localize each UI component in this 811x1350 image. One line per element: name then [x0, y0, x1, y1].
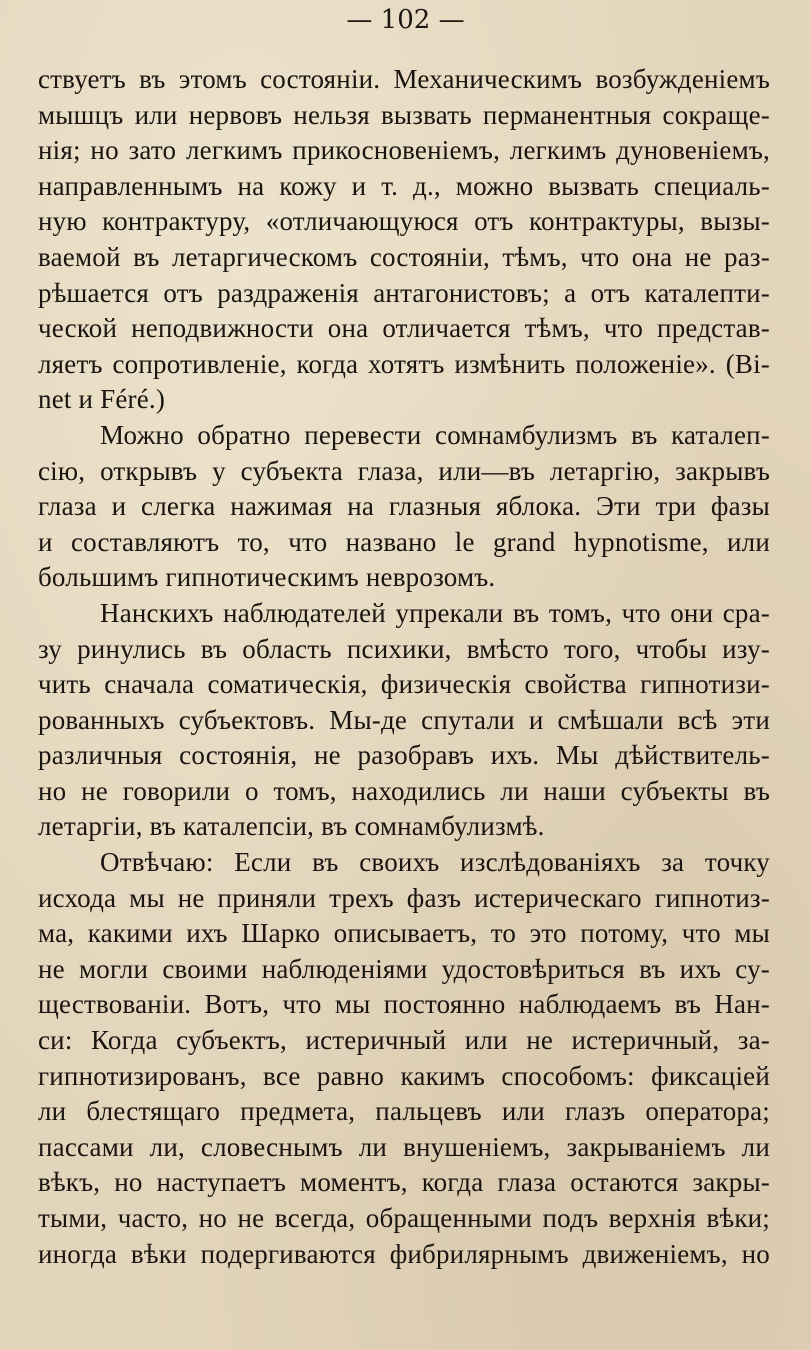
text-line: не могли своими наблюденiями удостовѣриться въ ихъ су-: [38, 953, 770, 984]
text-line: ли блестящаго предмета, пальцевъ или глазъ оператора;: [38, 1096, 770, 1127]
text-line: ваемой въ летаргическомъ состоянiи, тѣмъ, что она не раз-: [38, 241, 770, 272]
text-line: иногда вѣки подергиваются фибрилярнымъ движенiемъ, но: [38, 1238, 770, 1269]
text-line: вѣкъ, но наступаетъ моментъ, когда глаза остаются закры-: [38, 1167, 770, 1198]
body-text: [38, 62, 770, 1272]
text-line: но не говорили о томъ, находились ли наши субъекты въ: [38, 775, 770, 806]
text-line: Нанскихъ наблюдателей упрекали въ томъ, что они сра-: [100, 597, 770, 628]
text-line: Отвѣчаю: Если въ своихъ изслѣдованiяхъ за точку: [100, 847, 770, 878]
text-line: гипнотизированъ, все равно какимъ способомъ: фиксацiей: [38, 1060, 770, 1091]
text-line: чить сначала соматическiя, физическiя свойства гипнотизи-: [38, 669, 770, 700]
text-line: летаргiи, въ каталепсiи, въ сомнамбулизмѣ.: [38, 811, 545, 842]
text-line: net и Féré.): [38, 384, 166, 415]
text-line: ма, какими ихъ Шарко описываетъ, то это потому, что мы: [38, 918, 770, 949]
text-line: нiя; но зато легкимъ прикосновенiемъ, легкимъ дуновенiемъ,: [38, 135, 770, 166]
text-line: глаза и слегка нажимая на глазныя яблока. Эти три фазы: [38, 491, 770, 522]
text-line: направленнымъ на кожу и т. д., можно вызвать специаль-: [38, 170, 770, 201]
text-line: рѣшается отъ раздраженiя антагонистовъ; а отъ каталепти-: [38, 277, 770, 308]
text-line: тыми, часто, но не всегда, обращенными подъ верхнiя вѣки;: [38, 1203, 770, 1233]
text-line: различныя состоянiя, не разобравъ ихъ. Мы дѣйствитель-: [38, 740, 770, 771]
text-line: ществованiи. Вотъ, что мы постоянно наблюдаемъ въ Нан-: [38, 989, 770, 1020]
text-line: ную контрактуру, «отличающуюся отъ контрактуры, вызы-: [38, 206, 770, 237]
text-line: ческой неподвижности она отличается тѣмъ, что представ-: [38, 313, 770, 344]
text-line: рованныхъ субъектовъ. Мы-де спутали и смѣшали всѣ эти: [38, 704, 770, 735]
text-line: зу ринулись въ область психики, вмѣсто того, чтобы изу-: [38, 633, 770, 664]
text-line: сiю, открывъ у субъекта глаза, или—въ летаргiю, закрывъ: [38, 455, 770, 486]
text-line: Можно обратно перевести сомнамбулизмъ въ каталеп-: [100, 419, 770, 450]
text-line: ствуетъ въ этомъ состоянiи. Механическимъ возбужденiемъ: [38, 64, 770, 94]
text-line: большимъ гипнотическимъ неврозомъ.: [38, 562, 496, 593]
page-number: — 102 —: [346, 5, 465, 35]
text-line: мышцъ или нервовъ нельзя вызвать перманентныя сокраще-: [38, 99, 770, 130]
text-line: и составляютъ то, что названо le grand hypnotisme, или: [38, 526, 770, 557]
text-line: си: Когда субъектъ, истеричный или не истеричный, за-: [38, 1025, 770, 1056]
text-line: исхода мы не приняли трехъ фазъ истерическаго гипнотиз-: [38, 882, 770, 913]
text-line: пассами ли, словеснымъ ли внушенiемъ, закрыванiемъ ли: [38, 1131, 770, 1162]
text-line: ляетъ сопротивленiе, когда хотятъ измѣнить положенiе». (Bi-: [38, 348, 770, 379]
